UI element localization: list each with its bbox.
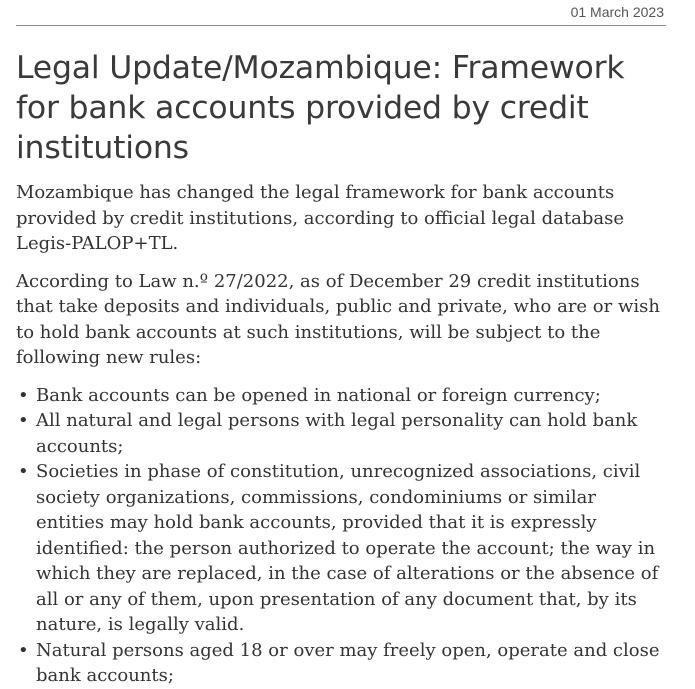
bullet-icon: • [18,384,29,406]
article-intro: Mozambique has changed the legal framework for bank accounts provided by credit institutions, according to official legal database Legis-PALOP+TL. [16,182,624,254]
article-paragraph: According to Law n.º 27/2022, as of December 29 credit institutions that take deposits and individuals, public and private, who are or wish to hold bank accounts at such institutions, will be subject to the following new rules: [16,270,660,368]
publication-date: 01 March 2023 [16,0,666,26]
list-item [16,408,666,459]
list-item-text: Societies in phase of constitution, unrecognized associations, civil society organizations, commissions, condominiums or similar entities may hold bank accounts, provided that it is expressly identified: the person authorized to operate the account; the way in which they are replaced, in the case of alterations or the absence of all or any of them, upon presentation of any document that, by its nature, is legally valid. [36,461,659,635]
list-item [16,383,666,409]
article-title: Legal Update/Mozambique: Framework for bank accounts provided by credit institutions [16,50,625,166]
rules-list [16,383,666,689]
list-item-text: Bank accounts can be opened in national or foreign currency; [36,384,601,406]
list-item-text: Natural persons aged 18 or over may freely open, operate and close bank accounts; [36,639,660,686]
list-item-text: All natural and legal persons with legal personality can hold bank accounts; [36,410,638,457]
bullet-icon: • [18,410,29,431]
article [16,0,666,689]
list-item [16,459,666,638]
list-item [16,638,666,689]
bullet-icon: • [18,461,29,482]
bullet-icon: • [18,639,29,661]
